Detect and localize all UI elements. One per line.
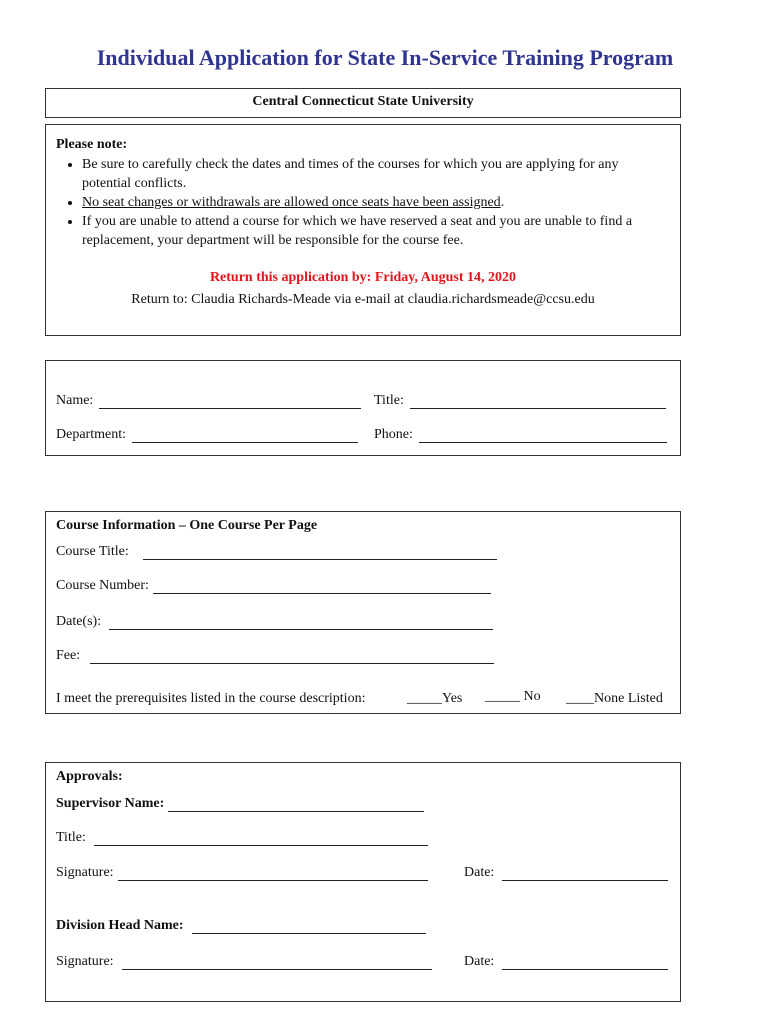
note-item: • Be sure to carefully check the dates and times of the courses for which you are applying for any potential conflicts. xyxy=(82,155,670,193)
prereq-yes-option[interactable]: _____Yes xyxy=(407,691,463,706)
course-title-label: Course Title: xyxy=(56,544,129,559)
fee-line[interactable] xyxy=(90,649,494,664)
phone-line[interactable] xyxy=(419,428,667,443)
name-label: Name: xyxy=(56,393,94,408)
note-item xyxy=(82,193,670,212)
course-number-label: Course Number: xyxy=(56,578,149,593)
approval-title-field[interactable] xyxy=(56,830,428,846)
division-date-label: Date: xyxy=(464,954,495,969)
supervisor-date-label: Date: xyxy=(464,865,495,880)
supervisor-date-field[interactable] xyxy=(464,865,668,881)
division-signature-field[interactable] xyxy=(56,954,432,970)
notes-heading: Please note: xyxy=(56,137,128,152)
name-field[interactable] xyxy=(56,393,361,409)
course-heading: Course Information – One Course Per Page xyxy=(56,518,318,533)
page-title: Individual Application for State In-Service Training Program xyxy=(96,45,674,70)
approval-title-line[interactable] xyxy=(94,831,428,846)
supervisor-line[interactable] xyxy=(168,797,424,812)
note-item-suffix: . xyxy=(500,195,505,210)
division-head-label: Division Head Name: xyxy=(56,918,184,933)
return-deadline: Return this application by: Friday, August 14, 2020 xyxy=(209,270,517,285)
course-box xyxy=(45,511,681,714)
fee-field[interactable] xyxy=(56,648,494,664)
name-line[interactable] xyxy=(99,394,361,409)
dates-field[interactable] xyxy=(56,614,493,630)
dates-label: Date(s): xyxy=(56,614,102,629)
prereq-none-option[interactable]: ____None Listed xyxy=(566,691,663,706)
prereq-no-option[interactable]: _____ No xyxy=(485,689,541,704)
supervisor-signature-field[interactable] xyxy=(56,865,428,881)
division-date-field[interactable] xyxy=(464,954,668,970)
course-number-field[interactable] xyxy=(56,578,491,594)
course-title-line[interactable] xyxy=(143,545,497,560)
dates-line[interactable] xyxy=(109,615,493,630)
title-field[interactable] xyxy=(374,393,666,409)
division-head-line[interactable] xyxy=(192,919,426,934)
supervisor-signature-line[interactable] xyxy=(118,866,428,881)
course-number-line[interactable] xyxy=(153,579,491,594)
university-box xyxy=(45,88,681,118)
supervisor-field[interactable] xyxy=(56,796,424,812)
prereq-label: I meet the prerequisites listed in the course description: xyxy=(56,691,366,706)
supervisor-label: Supervisor Name: xyxy=(56,796,165,811)
university-name: Central Connecticut State University xyxy=(252,94,474,109)
phone-field[interactable] xyxy=(374,427,667,443)
course-title-field[interactable] xyxy=(56,544,497,560)
supervisor-date-line[interactable] xyxy=(502,866,668,881)
division-signature-label: Signature: xyxy=(56,954,114,969)
division-date-line[interactable] xyxy=(502,955,668,970)
title-line[interactable] xyxy=(410,394,666,409)
note-item-emphasis: No seat changes or withdrawals are allowed once seats have been assigned xyxy=(82,195,501,210)
title-label: Title: xyxy=(374,393,404,408)
approvals-heading: Approvals: xyxy=(56,769,123,784)
division-head-field[interactable] xyxy=(56,918,426,934)
division-signature-line[interactable] xyxy=(122,955,432,970)
department-label: Department: xyxy=(56,427,126,442)
supervisor-signature-label: Signature: xyxy=(56,865,114,880)
department-field[interactable] xyxy=(56,427,358,443)
phone-label: Phone: xyxy=(374,427,413,442)
approval-title-label: Title: xyxy=(56,830,86,845)
department-line[interactable] xyxy=(132,428,358,443)
notes-box xyxy=(45,124,681,336)
fee-label: Fee: xyxy=(56,648,81,663)
return-to: Return to: Claudia Richards-Meade via e-mail at claudia.richardsmeade@ccsu.edu xyxy=(131,292,595,307)
note-item: • If you are unable to attend a course for which we have reserved a seat and you are unable to find a replacement, your department will be responsible for the course fee. xyxy=(82,212,670,250)
notes-list xyxy=(56,155,670,250)
